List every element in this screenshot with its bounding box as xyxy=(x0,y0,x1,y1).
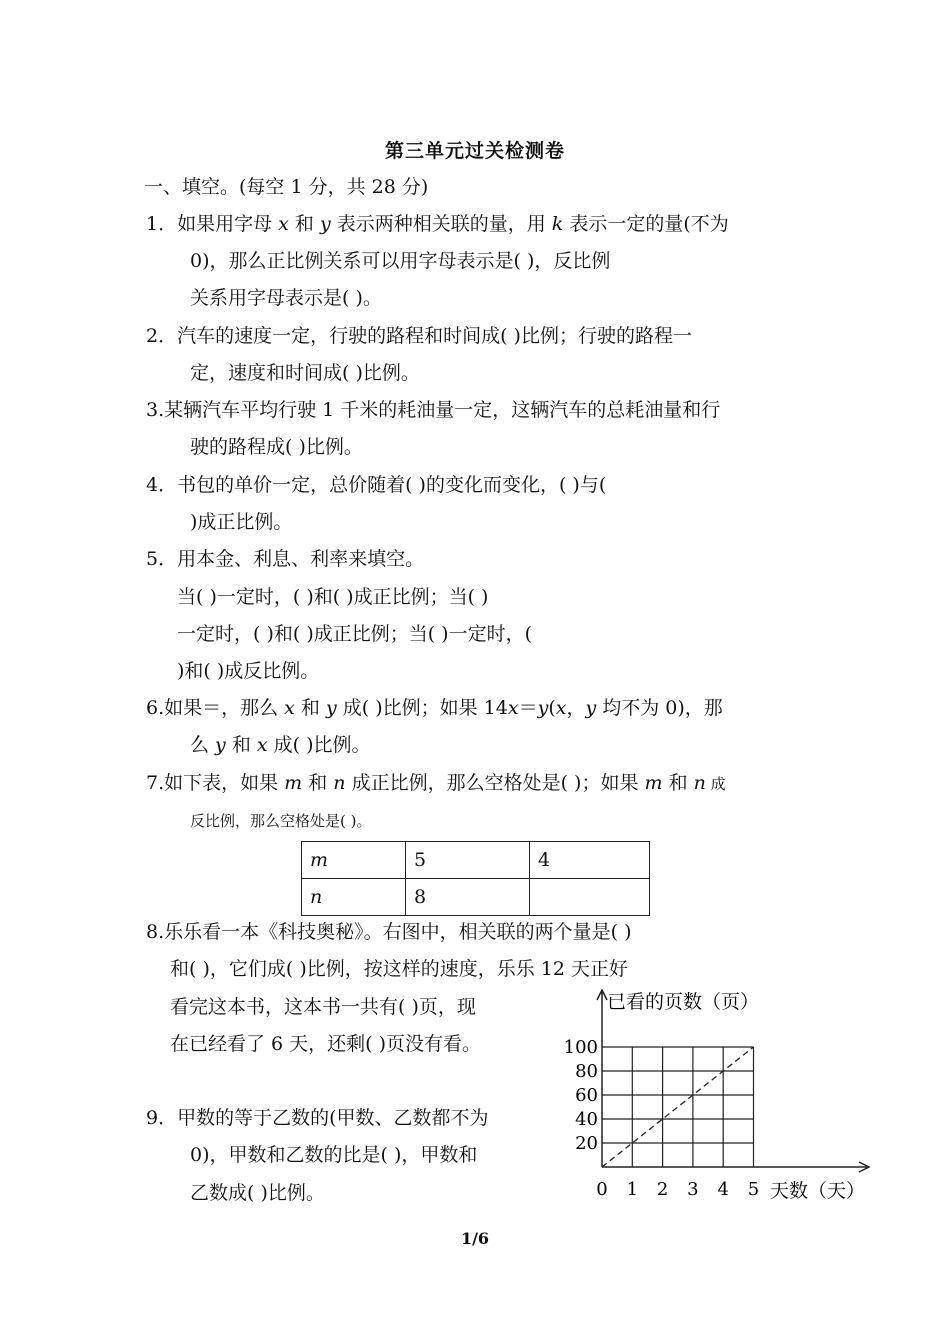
table-cell: 8 xyxy=(406,879,530,916)
chart-axes xyxy=(597,990,869,1172)
question-1-line-3: 关系用字母表示是( )。 xyxy=(190,287,382,309)
question-3: 3.某辆汽车平均行驶 1 千米的耗油量一定，这辆汽车的总耗油量和行 xyxy=(146,399,721,421)
question-9: 9．甲数的等于乙数的(甲数、乙数都不为 xyxy=(146,1107,489,1129)
question-1-line-2: 0)，那么正比例关系可以用字母表示是( )，反比例 xyxy=(190,250,611,272)
question-8-line-4: 在已经看了 6 天，还剩( )页没有看。 xyxy=(170,1033,482,1055)
table-cell xyxy=(530,879,650,916)
table-cell: 4 xyxy=(530,842,650,879)
question-6-line-2: 么 y 和 x 成( )比例。 xyxy=(190,734,371,756)
table-row xyxy=(302,842,650,879)
question-1: 1．如果用字母 x 和 y 表示两种相关联的量，用 k 表示一定的量(不为 xyxy=(146,213,729,235)
question-9-line-3: 乙数成( )比例。 xyxy=(190,1182,325,1204)
page-number: 1/6 xyxy=(460,1229,490,1248)
reading-progress-chart xyxy=(555,982,875,1207)
question-7-line-2: 反比例，那么空格处是( )。 xyxy=(190,812,372,830)
x-tick-label: 3 xyxy=(687,1179,699,1200)
section-heading: 一、填空。(每空 1 分，共 28 分) xyxy=(144,176,429,198)
question-2: 2．汽车的速度一定，行驶的路程和时间成( )比例；行驶的路程一 xyxy=(146,325,692,347)
x-tick-label: 2 xyxy=(656,1179,669,1200)
y-tick-label: 100 xyxy=(563,1037,598,1058)
x-tick-label: 0 xyxy=(596,1179,608,1200)
question-2-line-2: 定，速度和时间成( )比例。 xyxy=(190,362,420,384)
question-4: 4．书包的单价一定，总价随着( )的变化而变化，( )与( xyxy=(146,474,607,496)
question-7: 7.如下表，如果 m 和 n 成正比例，那么空格处是( )；如果 m 和 n 成 xyxy=(146,772,726,794)
question-8-line-3: 看完这本书，这本书一共有( )页，现 xyxy=(170,996,476,1018)
question-3-line-2: 驶的路程成( )比例。 xyxy=(190,436,363,458)
mn-table xyxy=(301,841,650,916)
table-cell: m xyxy=(302,842,406,879)
question-9-line-2: 0)，甲数和乙数的比是( )，甲数和 xyxy=(190,1144,478,1166)
y-tick-label: 20 xyxy=(575,1133,598,1154)
question-6: 6.如果＝，那么 x 和 y 成( )比例；如果 14x＝y(x，y 均不为 0)，那 xyxy=(146,697,723,719)
table-cell: 5 xyxy=(406,842,530,879)
question-5-line-4: )和( )成反比例。 xyxy=(177,660,320,682)
question-5-line-2: 当( )一定时，( )和( )成正比例；当( ) xyxy=(177,586,489,608)
question-4-line-2: )成正比例。 xyxy=(190,511,293,533)
question-5: 5．用本金、利息、利率来填空。 xyxy=(146,548,425,570)
series-line xyxy=(602,1047,754,1167)
table-cell: n xyxy=(302,879,406,916)
y-tick-label: 80 xyxy=(575,1061,598,1082)
y-tick-label: 40 xyxy=(575,1109,598,1130)
x-axis-label: 天数（天） xyxy=(770,1180,866,1202)
x-tick-label: 4 xyxy=(717,1179,729,1200)
y-tick-label: 60 xyxy=(575,1085,598,1106)
y-axis-label: 已看的页数（页） xyxy=(607,991,760,1013)
x-tick-label: 1 xyxy=(626,1179,639,1200)
page-title: 第三单元过关检测卷 xyxy=(384,140,565,162)
chart-series xyxy=(602,1047,754,1167)
question-8-line-2: 和( )，它们成( )比例，按这样的速度，乐乐 12 天正好 xyxy=(170,958,628,980)
table-row xyxy=(302,879,650,916)
x-tick-label: 5 xyxy=(747,1179,760,1200)
question-5-line-3: 一定时，( )和( )成正比例；当( )一定时，( xyxy=(177,623,533,645)
question-8: 8.乐乐看一本《科技奥秘》。右图中，相关联的两个量是( ) xyxy=(146,921,632,943)
